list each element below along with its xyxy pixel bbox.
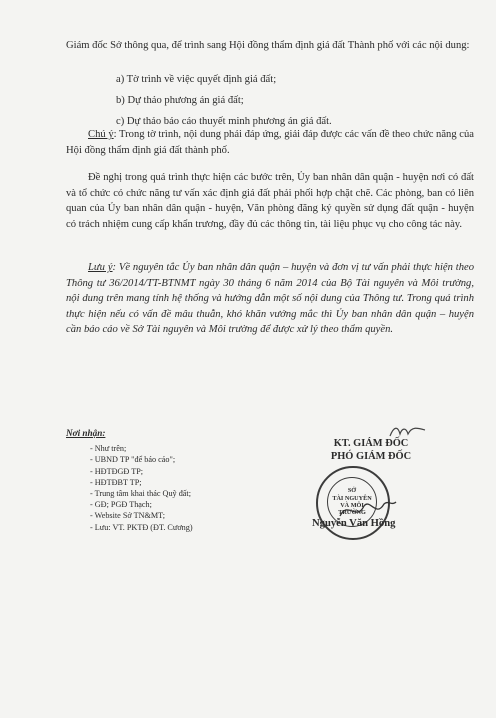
seal-center-text: SỞ TÀI NGUYÊN VÀ MÔI TRƯỜNG (327, 477, 377, 527)
recipient-item: - HĐTĐBT TP; (90, 477, 142, 487)
recipient-item: - UBND TP "để báo cáo"; (90, 455, 176, 465)
recipient-item: - Lưu: VT. PKTĐ (ĐT. Cương) (90, 522, 193, 532)
note-paragraph (66, 127, 474, 158)
recipient-item: - GĐ; PGĐ Thạch; (90, 500, 152, 510)
recipient-item: - HĐTĐGĐ TP; (90, 466, 144, 476)
list-item: b) Dự thảo phương án giá đất; (116, 95, 244, 106)
note-text: : Trong tờ trình, nội dung phải đáp ứng, giải đáp được các vấn đề theo chức năng của Hội đồng thẩm định giá đất thành phố. (66, 129, 474, 156)
list-item: c) Dự thảo báo cáo thuyết minh phương án giá đất. (116, 116, 332, 127)
recipients-heading: Nơi nhận: (66, 428, 106, 438)
caution-label: Lưu ý (88, 262, 113, 273)
signature-title (296, 437, 446, 463)
content-list (116, 72, 332, 135)
signer-name: Nguyễn Văn Hồng (312, 518, 396, 529)
recipients-block (66, 428, 266, 533)
initials-scribble (388, 424, 428, 440)
caution-paragraph (66, 260, 474, 338)
signature-line1: KT. GIÁM ĐỐC (333, 438, 409, 449)
note-label: Chú ý (88, 129, 114, 140)
intro-paragraph: Giám đốc Sở thông qua, để trình sang Hội đồng thẩm định giá đất Thành phố với các nội dung: (66, 40, 470, 51)
recipient-item: - Như trên; (90, 444, 127, 454)
caution-text: : Về nguyên tắc Ủy ban nhân dân quận – huyện và đơn vị tư vấn phải thực hiện theo Thông tư 36/2014/TT-BTNMT ngày 30 tháng 6 năm 2014 của Bộ Tài nguyên và Môi trường, nội dung trên mang tính hệ thống và hướng dẫn một số nội dung của Thông tư. Trong quá trình thực hiện nếu có vấn đề mâu thuẫn, khó khăn vướng mắc thì Ủy ban nhân dân quận – huyện cần báo cáo về Sở Tài nguyên và Môi trường để được xử lý theo thẩm quyền. (66, 262, 474, 336)
recipient-item: - Trung tâm khai thác Quỹ đất; (90, 489, 191, 499)
signature-line2: PHÓ GIÁM ĐỐC (330, 451, 412, 462)
request-paragraph: Đề nghị trong quá trình thực hiện các bước trên, Ủy ban nhân dân quận - huyện nơi có đất và tổ chức có chức năng tư vấn xác định giá đất phải phối hợp chặt chẽ. Các phòng, ban có liên quan của Ủy ban nhân dân quận - huyện, Văn phòng đăng ký quyền sử dụng đất quận - huyện có trách nhiệm cung cấp khẩn trương, đầy đủ các thông tin, tài liệu phục vụ cho công tác này. (66, 172, 474, 230)
recipient-item: - Website Sở TN&MT; (90, 511, 166, 521)
list-item: a) Tờ trình về việc quyết định giá đất; (116, 74, 277, 85)
